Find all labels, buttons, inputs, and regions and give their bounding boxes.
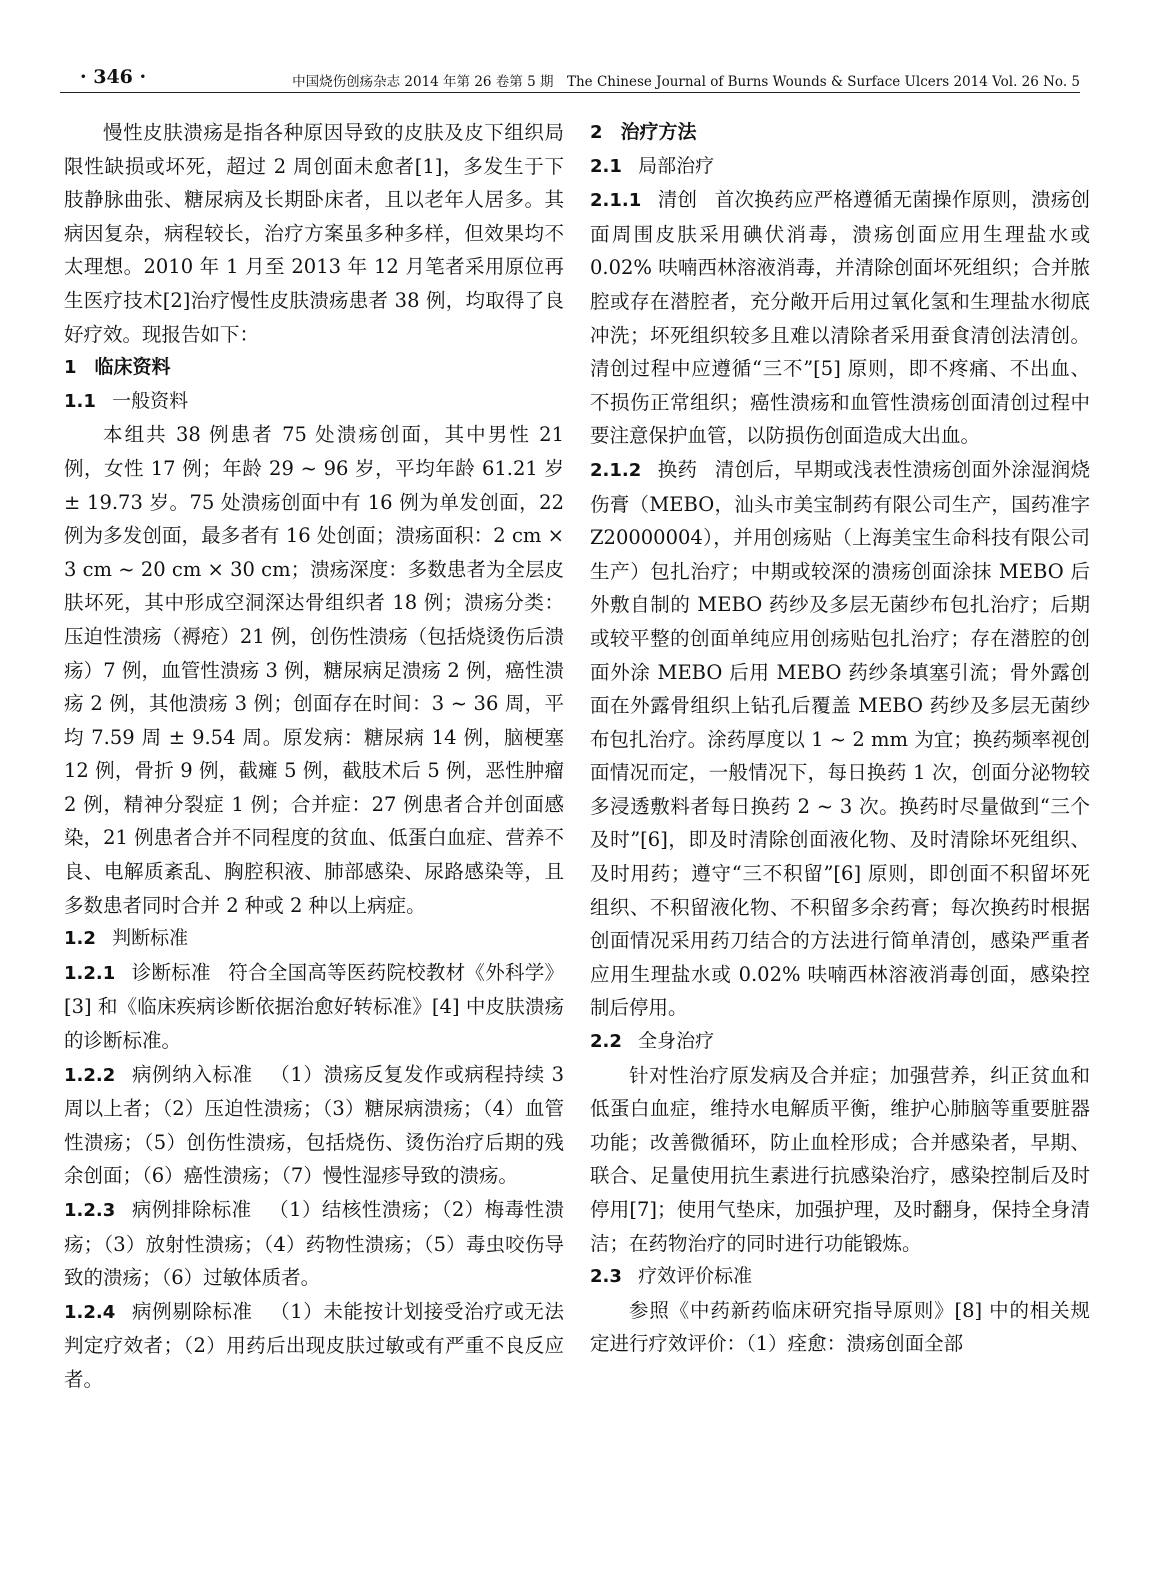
debridement-paragraph (590, 183, 1090, 453)
paragraph-title: 病例排除标准 (131, 1198, 252, 1221)
section-number: 2.1.2 (590, 459, 642, 481)
general-data-paragraph: 本组共 38 例患者 75 处溃疡创面，其中男性 21 例，女性 17 例；年龄 29 ~ 96 岁，平均年龄 61.21 岁 ± 19.73 岁。75 处溃疡创面中有 16 例为单发创面，22 例为多发创面，最多者有 16 处创面；溃疡面积：2 cm × 3 cm ~ 20 cm × 30 cm；溃疡深度：多数患者为全层皮肤坏死，其中形成空洞深达骨组织者 18 例；溃疡分类：压迫性溃疡（褥疮）21 例，创伤性溃疡（包括烧烫伤后溃疡）7 例，血管性溃疡 3 例，糖尿病足溃疡 2 例，癌性溃疡 2 例，其他溃疡 3 例；创面存在时间：3 ~ 36 周，平均 7.59 周 ± 9.54 周。原发病：糖尿病 14 例，脑梗塞 12 例，骨折 9 例，截瘫 5 例，截肢术后 5 例，恶性肿瘤 2 例，精神分裂症 1 例；合并症：27 例患者合并创面感染，21 例患者合并不同程度的贫血、低蛋白血症、营养不良、电解质紊乱、胸腔积液、肺部感染、尿路感染等，且多数患者同时合并 2 种或 2 种以上病症。 (64, 423, 564, 917)
paragraph-text: 首次换药应严格遵循无菌操作原则，溃疡创面周围皮肤采用碘伏消毒，溃疡创面应用生理盐水或 0.02% 呋喃西林溶液消毒，并清除创面坏死组织；合并脓腔或存在潜腔者，充分敞开后用过氧化氢和生理盐水彻底冲洗；坏死组织较多且难以清除者采用蚕食清创法清创。清创过程中应遵循“三不”[5] 原则，即不疼痛、不出血、不损伤正常组织；癌性溃疡和血管性溃疡创面清创过程中要注意保护血管，以防损伤创面造成大出血。 (590, 188, 1090, 448)
section-title: 判断标准 (112, 927, 189, 950)
paragraph-title: 病例纳入标准 (131, 1062, 253, 1086)
section-number: 1.2.2 (64, 1064, 116, 1086)
section-number: 2.1.1 (590, 190, 642, 212)
paragraph-text: （1）溃疡反复发作或病程持续 3 周以上者；（2）压迫性溃疡；（3）糖尿病溃疡；（4）血管性溃疡；（5）创伤性溃疡，包括烧伤、烫伤治疗后期的残余创面；（6）癌性溃疡；（7）慢性湿疹导致的溃疡。 (64, 1062, 564, 1188)
section-number: 2 (590, 122, 603, 143)
section-heading-1 (64, 351, 564, 385)
section-number: 1.2.3 (64, 1200, 116, 1221)
subsection-heading-1-1 (64, 385, 564, 419)
paragraph-title: 清创 (657, 188, 698, 212)
subsection-heading-1-2 (64, 922, 564, 956)
subsection-heading-2-3 (590, 1260, 1090, 1294)
section-heading-2 (590, 116, 1090, 150)
page-number: · 346 · (80, 66, 147, 88)
paragraph-text: 清创后，早期或浅表性溃疡创面外涂湿润烧伤膏（MEBO，汕头市美宝制药有限公司生产，国药准字 Z20000004），并用创疡贴（上海美宝生命科技有限公司生产）包扎治疗；中期或较深的溃疡创面涂抹 MEBO 后外敷自制的 MEBO 药纱及多层无菌纱布包扎治疗；后期或较平整的创面单纯应用创疡贴包扎治疗；存在潜腔的创面外涂 MEBO 后用 MEBO 药纱条填塞引流；骨外露创面在外露骨组织上钻孔后覆盖 MEBO 药纱及多层无菌纱布包扎治疗。涂药厚度以 1 ~ 2 mm 为宜；换药频率视创面情况而定，一般情况下，每日换药 1 次，创面分泌物较多浸透敷料者每日换药 2 ~ 3 次。换药时尽量做到“三个及时”[6]，即及时清除创面液化物、及时清除坏死组织、及时用药；遵守“三不积留”[6] 原则，即创面不积留坏死组织、不积留液化物、不积留多余药膏；每次换药时根据创面情况采用药刀结合的方法进行简单清创，感染严重者应用生理盐水或 0.02% 呋喃西林溶液消毒创面，感染控制后停用。 (590, 457, 1090, 1020)
paragraph-text: （1）未能按计划接受治疗或无法判定疗效者；（2）用药后出现皮肤过敏或有严重不良反应者。 (64, 1299, 564, 1391)
section-number: 2.1 (590, 155, 622, 177)
exclusion-criteria-paragraph (64, 1193, 564, 1295)
journal-citation: 中国烧伤创疡杂志 2014 年第 26 卷第 5 期 The Chinese Journal of Burns Wounds & Surface Ulcers 2014 Vol. 26 No. 5 (292, 74, 1080, 90)
section-number: 1.1 (64, 390, 96, 412)
removal-criteria-paragraph (64, 1295, 564, 1397)
section-number: 1.2 (64, 928, 96, 950)
section-title: 一般资料 (112, 389, 189, 412)
left-column (64, 116, 564, 1397)
paragraph-title: 病例剔除标准 (131, 1299, 253, 1323)
subsection-heading-2-2 (590, 1025, 1090, 1059)
section-title: 全身治疗 (638, 1030, 715, 1053)
dressing-change-paragraph (590, 453, 1090, 1025)
paragraph-text: 符合全国高等医药院校教材《外科学》[3] 和《临床疾病诊断依据治愈好转标准》[4] 中皮肤溃疡的诊断标准。 (64, 960, 564, 1053)
inclusion-criteria-paragraph (64, 1058, 564, 1193)
section-number: 1 (64, 357, 77, 379)
section-title: 疗效评价标准 (638, 1265, 753, 1288)
section-title: 局部治疗 (638, 154, 715, 177)
section-number: 1.2.4 (64, 1301, 116, 1323)
section-number: 2.3 (590, 1266, 622, 1288)
section-number: 1.2.1 (64, 962, 116, 984)
section-title: 治疗方法 (620, 121, 697, 143)
subsection-heading-2-1 (590, 150, 1090, 184)
diagnosis-criteria-paragraph (64, 956, 564, 1058)
paragraph-text: （1）结核性溃疡；（2）梅毒性溃疡；（3）放射性溃疡；（4）药物性溃疡；（5）毒虫咬伤导致的溃疡；（6）过敏体质者。 (64, 1198, 564, 1290)
section-number: 2.2 (590, 1031, 622, 1053)
systemic-treatment-paragraph: 针对性治疗原发病及合并症；加强营养，纠正贫血和低蛋白血症，维持水电解质平衡，维护心肺脑等重要脏器功能；改善微循环，防止血栓形成；合并感染者，早期、联合、足量使用抗生素进行抗感染治疗，感染控制后及时停用[7]；使用气垫床，加强护理，及时翻身，保持全身清洁；在药物治疗的同时进行功能锻炼。 (590, 1063, 1090, 1255)
paragraph-title: 诊断标准 (131, 960, 211, 984)
paragraph-title: 换药 (657, 457, 698, 481)
right-column (590, 116, 1090, 1361)
intro-paragraph: 慢性皮肤溃疡是指各种原因导致的皮肤及皮下组织局限性缺损或坏死，超过 2 周创面未愈者[1]，多发生于下肢静脉曲张、糖尿病及长期卧床者，且以老年人居多。其病因复杂，病程较长，治疗方案虽多种多样，但效果均不太理想。2010 年 1 月至 2013 年 12 月笔者采用原位再生医疗技术[2]治疗慢性皮肤溃疡患者 38 例，均取得了良好疗效。现报告如下： (64, 121, 564, 346)
section-title: 临床资料 (94, 356, 171, 379)
running-header (60, 62, 1080, 93)
efficacy-criteria-paragraph: 参照《中药新药临床研究指导原则》[8] 中的相关规定进行疗效评价：（1）痊愈：溃疡创面全部 (590, 1298, 1090, 1356)
